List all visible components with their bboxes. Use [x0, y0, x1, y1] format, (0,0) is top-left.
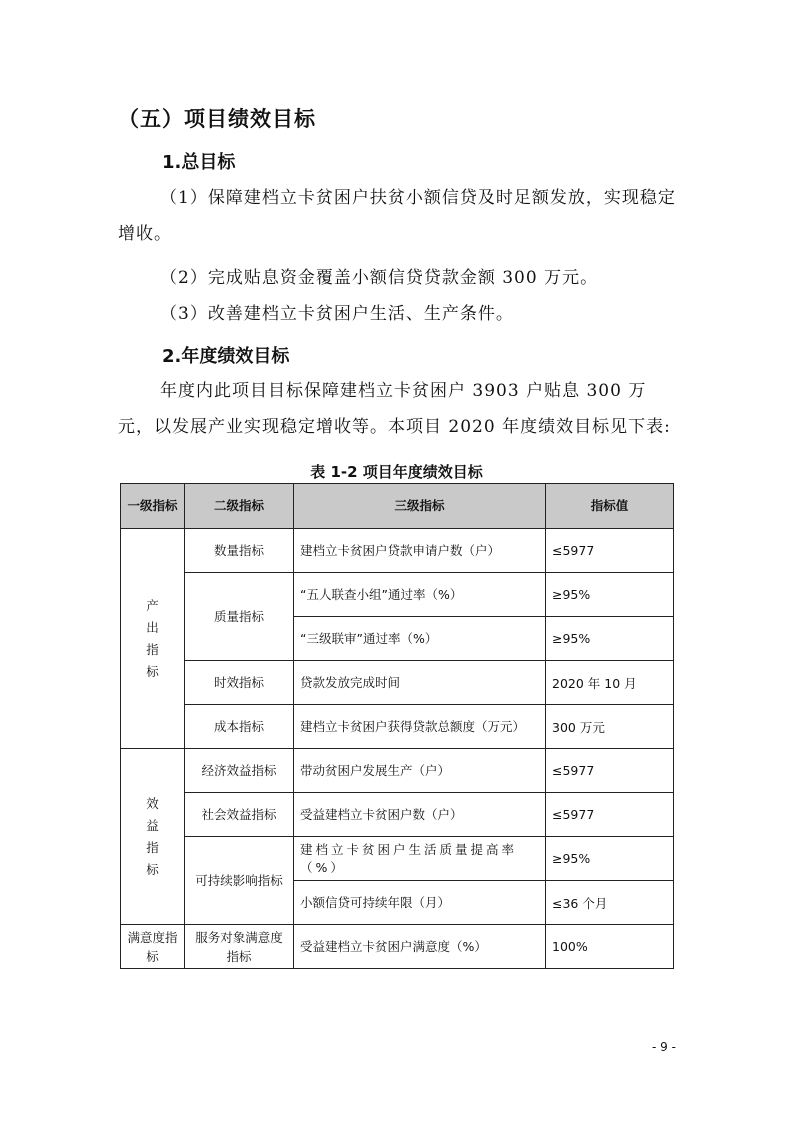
level3-cell: 带动贫困户发展生产（户）: [294, 749, 546, 793]
table-row: [121, 837, 674, 881]
header-value: 指标值: [546, 484, 674, 529]
level2-cost: 成本指标: [185, 705, 294, 749]
header-level1: 一级指标: [121, 484, 185, 529]
value-cell: ≤36 个月: [546, 881, 674, 925]
annual-goal-heading: 2.年度绩效目标: [162, 346, 290, 367]
table-row: [121, 925, 674, 969]
level3-cell: 建档立卡贫困户贷款申请户数（户）: [294, 529, 546, 573]
level2-quality: 质量指标: [185, 573, 294, 661]
level2-service: 服务对象满意度指标: [185, 925, 294, 969]
table-row: [121, 573, 674, 617]
value-cell: ≥95%: [546, 617, 674, 661]
goal-paragraph-3: （3）改善建档立卡贫困户生活、生产条件。: [160, 304, 514, 324]
group-benefit-label: 效益指标: [146, 795, 159, 877]
table-row: [121, 705, 674, 749]
level3-cell: 建档立卡贫困户获得贷款总额度（万元）: [294, 705, 546, 749]
level3-cell: 贷款发放完成时间: [294, 661, 546, 705]
level2-quantity: 数量指标: [185, 529, 294, 573]
level3-cell: “五人联查小组”通过率（%）: [294, 573, 546, 617]
group-satisfaction: 满意度指标: [121, 925, 185, 969]
level3-cell: “三级联审”通过率（%）: [294, 617, 546, 661]
level3-cell: 受益建档立卡贫困户满意度（%）: [294, 925, 546, 969]
group-output-label: 产出指标: [146, 597, 159, 679]
level2-sustainable: 可持续影响指标: [185, 837, 294, 925]
value-cell: ≤5977: [546, 793, 674, 837]
value-cell: 2020 年 10 月: [546, 661, 674, 705]
group-output: [121, 529, 185, 749]
table-row: [121, 793, 674, 837]
group-benefit: [121, 749, 185, 925]
table-row: [121, 529, 674, 573]
goal-paragraph-2: （2）完成贴息资金覆盖小额信贷贷款金额 300 万元。: [160, 268, 599, 288]
table-header-row: [121, 484, 674, 529]
page-number: - 9 -: [652, 1040, 676, 1054]
table-caption: 表 1-2 项目年度绩效目标: [310, 463, 483, 481]
overall-goal-heading: 1.总目标: [162, 152, 236, 173]
value-cell: ≤5977: [546, 749, 674, 793]
table-row: [121, 661, 674, 705]
level2-social: 社会效益指标: [185, 793, 294, 837]
section-heading: （五）项目绩效目标: [118, 107, 316, 131]
value-cell: ≥95%: [546, 573, 674, 617]
performance-table: [120, 483, 674, 969]
value-cell: 100%: [546, 925, 674, 969]
annual-goal-paragraph: 年度内此项目目标保障建档立卡贫困户 3903 户贴息 300 万元，以发展产业实现稳定增收等。本项目 2020 年度绩效目标见下表:: [118, 381, 671, 437]
level2-economic: 经济效益指标: [185, 749, 294, 793]
level3-cell: 受益建档立卡贫困户数（户）: [294, 793, 546, 837]
value-cell: 300 万元: [546, 705, 674, 749]
level3-cell: 小额信贷可持续年限（月）: [294, 881, 546, 925]
table-row: [121, 749, 674, 793]
value-cell: ≥95%: [546, 837, 674, 881]
header-level2: 二级指标: [185, 484, 294, 529]
level3-cell: 建档立卡贫困户生活质量提高率（%）: [294, 837, 546, 881]
level2-timeliness: 时效指标: [185, 661, 294, 705]
goal-paragraph-1: （1）保障建档立卡贫困户扶贫小额信贷及时足额发放，实现稳定增收。: [118, 188, 676, 244]
value-cell: ≤5977: [546, 529, 674, 573]
header-level3: 三级指标: [294, 484, 546, 529]
